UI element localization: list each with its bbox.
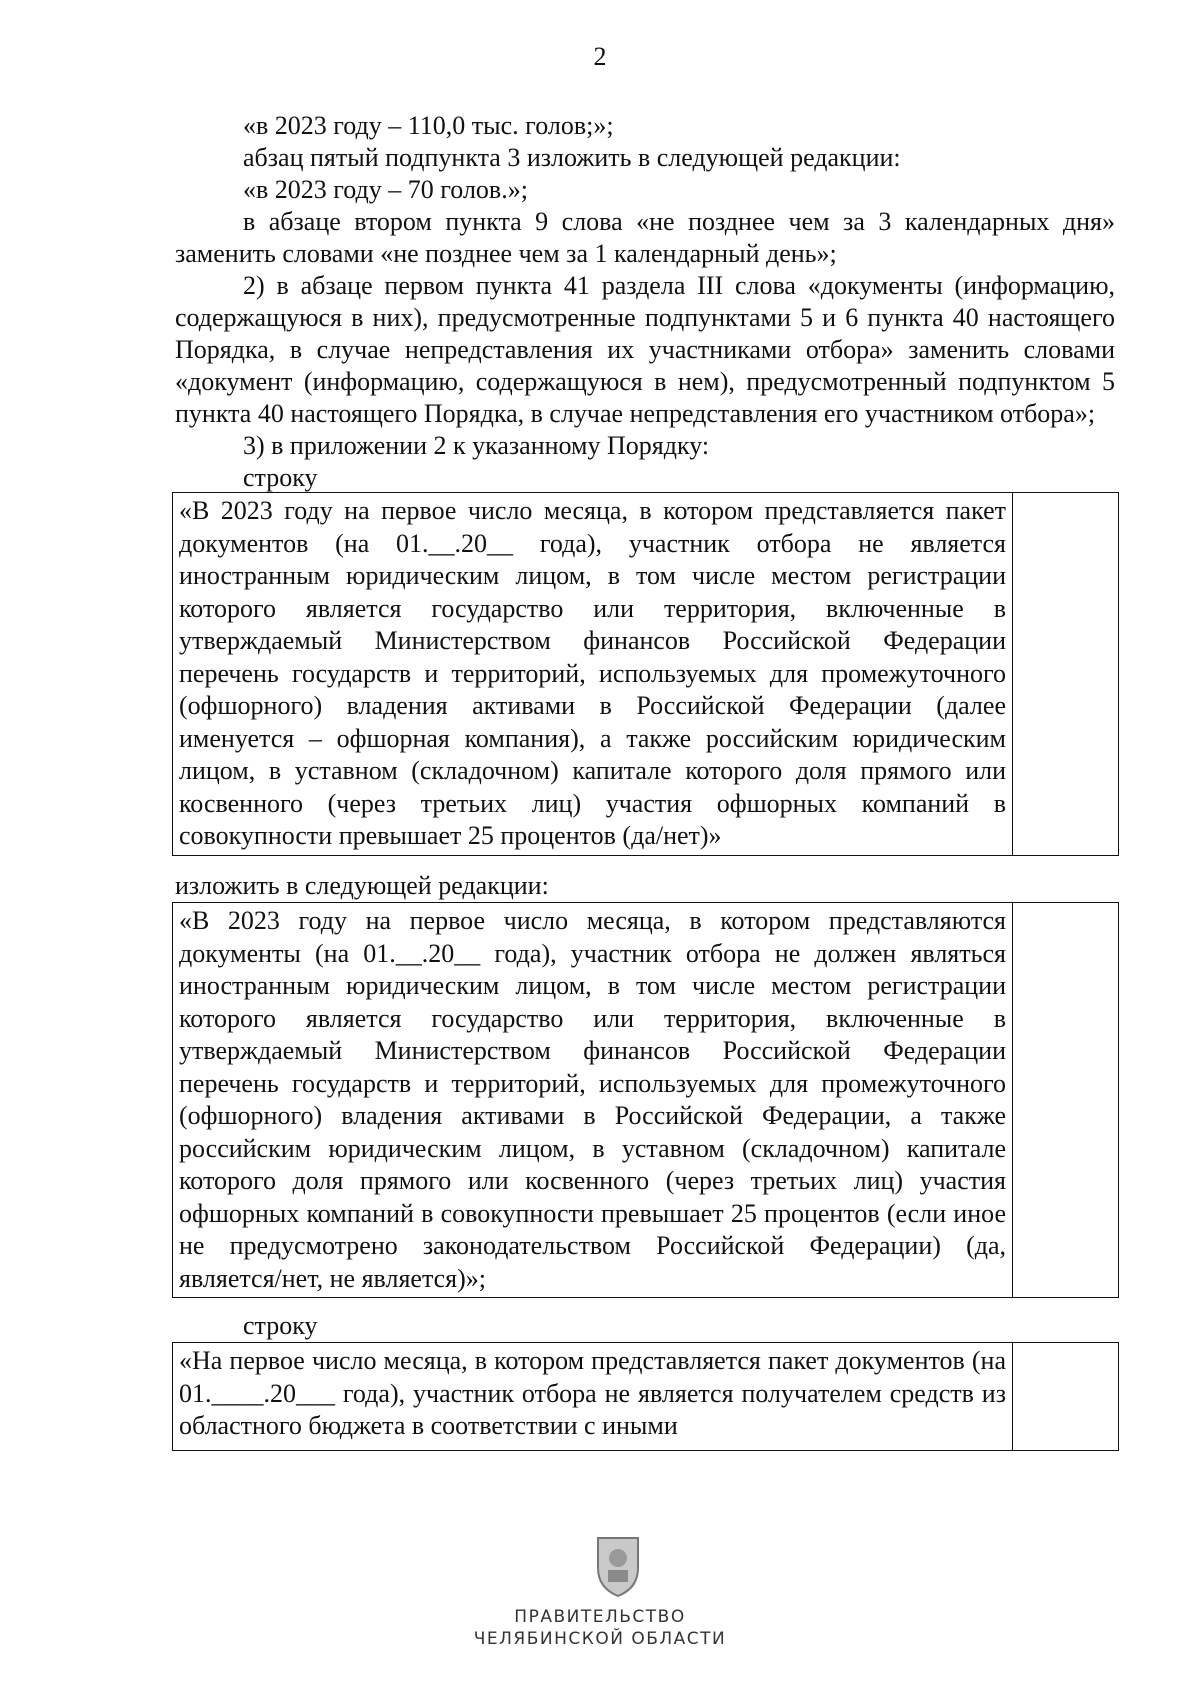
coat-of-arms-seal-icon bbox=[588, 1530, 648, 1600]
replace-with-label: изложить в следующей редакции: bbox=[175, 871, 549, 900]
paragraph-punkt-41: 2) в абзаце первом пункта 41 раздела III слова «документы (информацию, содержащуюся в них), предусмотренные подпунктами 5 и 6 пункта 40 настоящего Порядка, в случае непредставления их участниками отбора» заменить словами «документ (информацию, содержащуюся в нем), предусмотренный подпунктом 5 пункта 40 настоящего Порядка, в случае непредставления его участником отбора»; bbox=[175, 271, 1115, 428]
paragraph-quote-70: «в 2023 году – 70 голов.»; bbox=[243, 175, 528, 204]
paragraph-stroku: строку bbox=[243, 463, 318, 492]
old-row-value-cell bbox=[1013, 493, 1118, 855]
new-row-text: «В 2023 году на первое число месяца, в котором представляются документы (на 01.__.20__ года), участник отбора не должен являться иностранным юридическим лицом, в том числе местом регистрации которого является государство или территория, включенные в утверждаемый Министерством финансов Российской Федерации перечень государств и территорий, используемых для промежуточного (офшорного) владения активами в Российской Федерации, а также российским юридическим лицом, в уставном (складочном) капитале которого доля прямого или косвенного (через третьих лиц) участия офшорных компаний в совокупности превышает 25 процентов (если иное не предусмотрено законодательством Российской Федерации) (да, является/нет, не является)»; bbox=[173, 903, 1013, 1297]
paragraph-quote-110: «в 2023 году – 110,0 тыс. голов;»; bbox=[243, 111, 614, 140]
old-row-text: «В 2023 году на первое число месяца, в котором представляется пакет документов (на 01.__.20__ года), участник отбора не является иностранным юридическим лицом, в том числе местом регистрации которого является государство или территория, включенные в утверждаемый Министерством финансов Российской Федерации перечень государств и территорий, используемых для промежуточного (офшорного) владения активами в Российской Федерации (далее именуется – офшорная компания), а также российским юридическим лицом, в уставном (складочном) капитале которого доля прямого или косвенного (через третьих лиц) участия офшорных компаний в совокупности превышает 25 процентов (да/нет)» bbox=[173, 493, 1013, 855]
paragraph-abzac-pyatyi: абзац пятый подпункта 3 изложить в следующей редакции: bbox=[243, 143, 901, 172]
paragraph-punkt-9: в абзаце втором пункта 9 слова «не позднее чем за 3 календарных дня» заменить словами «не позднее чем за 1 календарный день»; bbox=[175, 207, 1115, 268]
third-row-table bbox=[172, 1342, 1119, 1451]
paragraph-prilozhenie-2: 3) в приложении 2 к указанному Порядку: bbox=[243, 431, 710, 460]
stamp-line-2: ЧЕЛЯБИНСКОЙ ОБЛАСТИ bbox=[473, 1629, 727, 1649]
new-row-table bbox=[172, 902, 1119, 1298]
new-row-value-cell bbox=[1013, 903, 1118, 1297]
old-row-table bbox=[172, 492, 1119, 856]
row-word-label: строку bbox=[243, 1311, 318, 1340]
document-body bbox=[175, 110, 1115, 494]
stamp-line-1: ПРАВИТЕЛЬСТВО bbox=[514, 1607, 686, 1627]
third-row-value-cell bbox=[1013, 1343, 1118, 1450]
government-stamp bbox=[0, 1606, 1200, 1650]
page-number: 2 bbox=[593, 42, 607, 71]
third-row-text: «На первое число месяца, в котором представляется пакет документов (на 01.____.20___ года), участник отбора не является получателем средств из областного бюджета в соответствии с иными bbox=[173, 1343, 1013, 1450]
